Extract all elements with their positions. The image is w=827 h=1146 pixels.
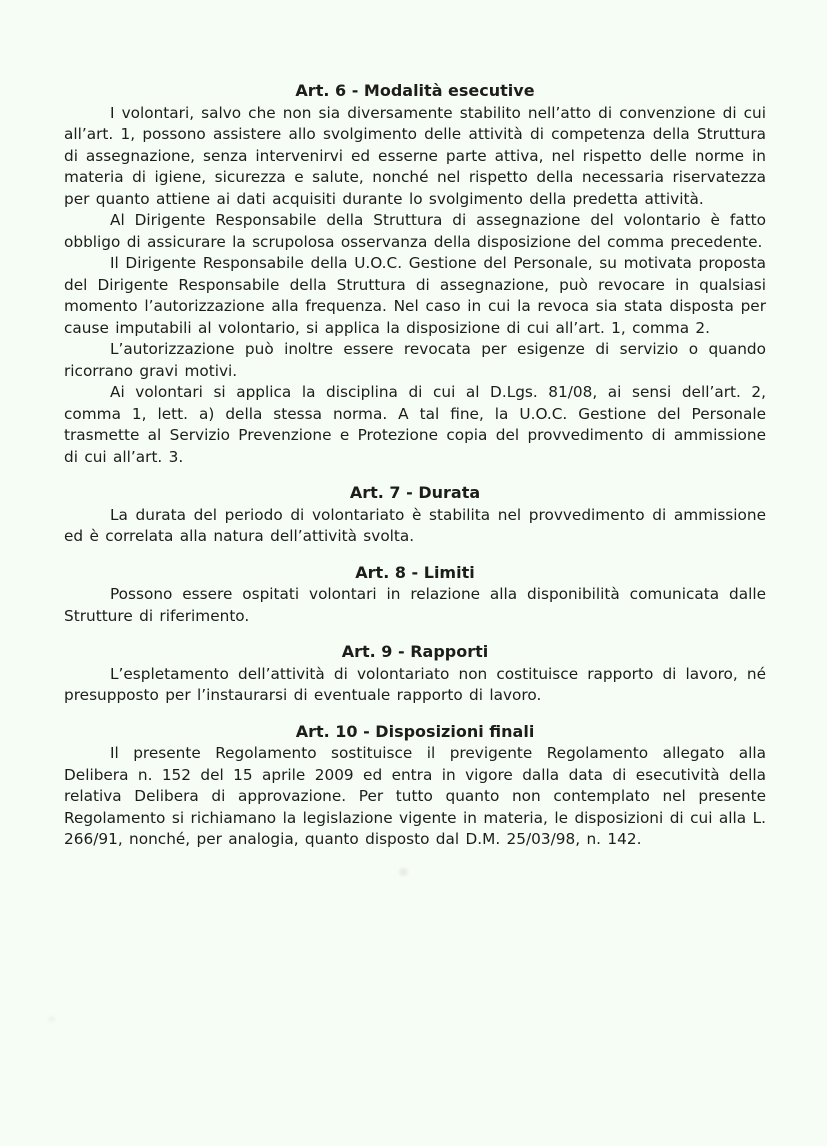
scan-speck-artifact — [399, 868, 408, 876]
article-8-heading: Art. 8 - Limiti — [355, 562, 475, 582]
article-6-paragraph-5: Ai volontari si applica la disciplina di cui al D.Lgs. 81/08, ai sensi dell’art. 2, comma 1, lett. a) della stessa norma. A tal fine, la U.O.C. Gestione del Personale trasmette al Servizio Prevenzione e Protezione copia del provvedimento di ammissione di cui all’art. 3. — [64, 383, 766, 466]
document-text-block — [64, 80, 766, 851]
article-10-heading: Art. 10 - Disposizioni finali — [295, 721, 535, 741]
article-7-paragraph-1: La durata del periodo di volontariato è stabilita nel provvedimento di ammissione ed è correlata alla natura dell’attività svolta. — [64, 505, 766, 545]
article-8-section — [64, 562, 766, 628]
article-6-section — [64, 80, 766, 468]
article-6-paragraph-3: Il Dirigente Responsabile della U.O.C. Gestione del Personale, su motivata proposta del Dirigente Responsabile della Struttura di assegnazione, può revocare in qualsiasi momento l’autorizzazione alla frequenza. Nel caso in cui la revoca sia stata disposta per cause imputabili al volontario, si applica la disposizione di cui all’art. 1, comma 2. — [64, 254, 766, 337]
article-7-section — [64, 482, 766, 548]
article-7-heading: Art. 7 - Durata — [349, 483, 481, 502]
article-9-paragraph-1: L’espletamento dell’attività di volontariato non costituisce rapporto di lavoro, né presupposto per l’instaurarsi di eventuale rapporto di lavoro. — [64, 664, 766, 704]
article-10-paragraph-1: Il presente Regolamento sostituisce il previgente Regolamento allegato alla Delibera n. 152 del 15 aprile 2009 ed entra in vigore dalla data di esecutività della relativa Delibera di approvazione. Per tutto quanto non contemplato nel presente Regolamento si richiamano la legislazione vigente in materia, le disposizioni di cui alla L. 266/91, nonché, per analogia, quanto disposto dal D.M. 25/03/98, n. 142. — [64, 744, 766, 848]
article-8-paragraph-1: Possono essere ospitati volontari in relazione alla disponibilità comunicata dalle Strutture di riferimento. — [64, 585, 766, 625]
article-6-paragraph-4: L’autorizzazione può inoltre essere revocata per esigenze di servizio o quando ricorrano gravi motivi. — [64, 340, 766, 380]
article-9-heading: Art. 9 - Rapporti — [341, 642, 489, 661]
scan-speck-artifact-small — [48, 1016, 55, 1022]
article-9-section — [64, 641, 766, 707]
article-10-section — [64, 721, 766, 851]
article-6-paragraph-1: I volontari, salvo che non sia diversamente stabilito nell’atto di convenzione di cui all’art. 1, possono assistere allo svolgimento delle attività di competenza della Struttura di assegnazione, senza intervenirvi ed esserne parte attiva, nel rispetto delle norme in materia di igiene, sicurezza e salute, nonché nel rispetto della necessaria riservatezza per quanto attiene ai dati acquisiti durante lo svolgimento della predetta attività. — [64, 103, 766, 208]
article-6-paragraph-2: Al Dirigente Responsabile della Struttura di assegnazione del volontario è fatto obbligo di assicurare la scrupolosa osservanza della disposizione del comma precedente. — [64, 211, 766, 251]
article-6-heading: Art. 6 - Modalità esecutive — [295, 81, 535, 100]
